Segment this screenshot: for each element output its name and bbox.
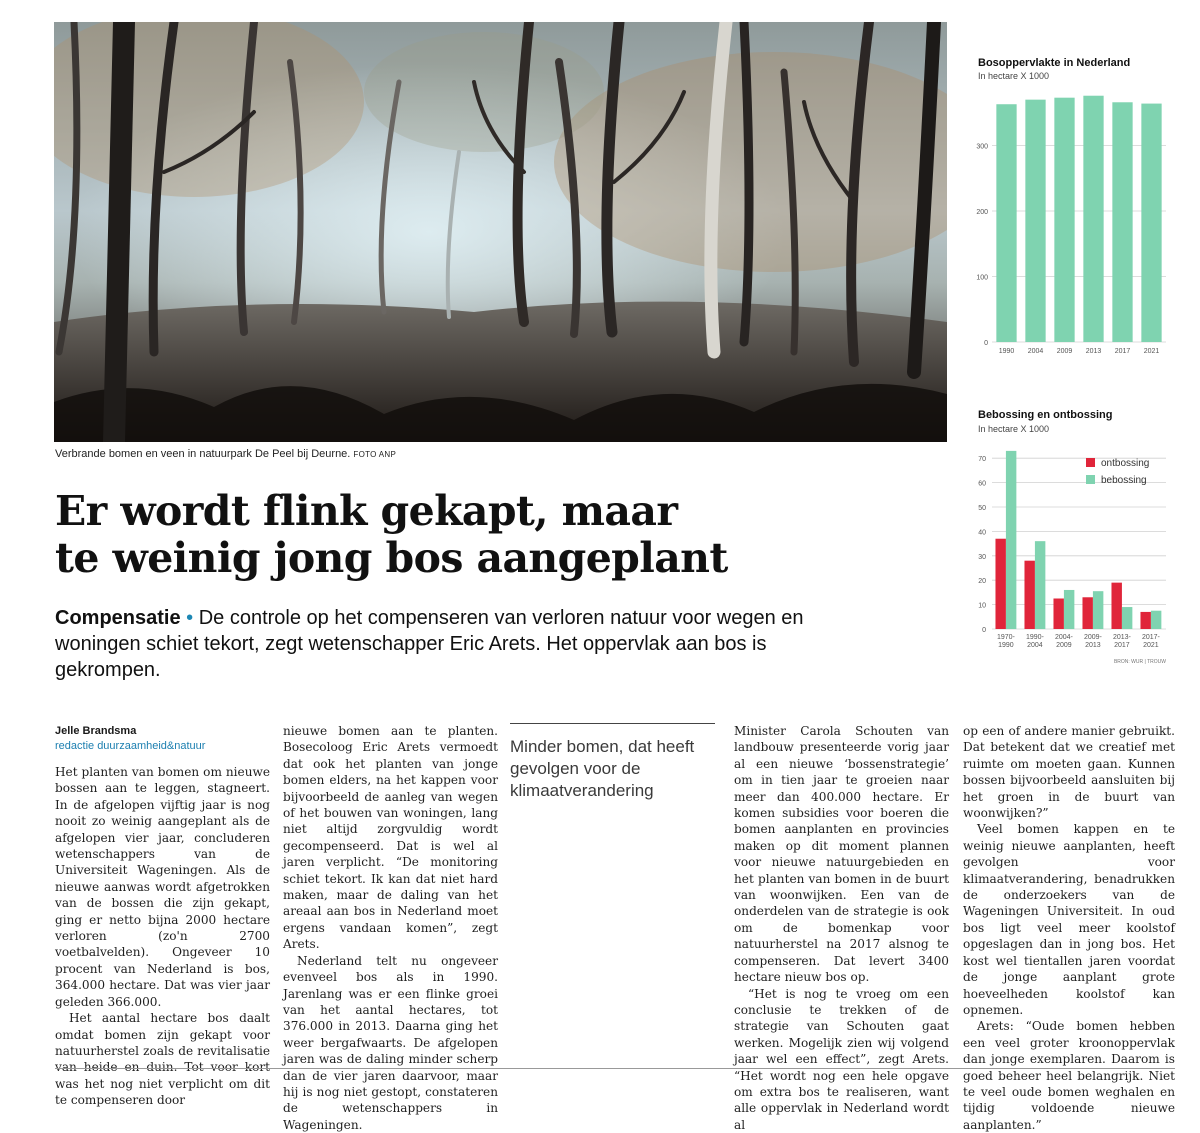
body-column-1 (55, 764, 270, 1109)
paragraph: “Het is nog te vroeg om een conclusie te trekken of de strategie van Schouten gaat werken. Mogelijk zien wij volgend jaar wel een effect”, zegt Arets. “Het wordt nog een hele opgave om extra bos te realiseren, want alle oppervlak in Nederland wordt al (734, 986, 949, 1133)
y-tick-label: 0 (982, 627, 986, 634)
bar-2004 (1025, 100, 1045, 342)
chart-axis-label: In hectare X 1000 (978, 71, 1049, 81)
lead-text: De controle op het compenseren van verloren natuur voor wegen en woningen schiet tekort, zegt wetenschapper Eric Arets. Het oppervlak aan bos is gekrompen. (55, 607, 804, 681)
y-tick-label: 10 (978, 603, 986, 610)
chart-source: BRON: WUR | TROUW (1114, 659, 1166, 665)
bar-ontbossing-2013-2017 (1111, 583, 1121, 629)
body-column-2 (283, 723, 498, 1133)
y-tick-label: 40 (978, 529, 986, 536)
paragraph: Veel bomen kappen en te weinig nieuwe aanplanten, heeft gevolgen voor klimaatverandering, benadrukken de onderzoekers van de Wageningen Universiteit. In oud bos ligt veel meer koolstof opgeslagen dan in jong bos. Het kost wel tientallen jaren voordat de jonge aanplant grote hoeveelheden koolstof kan opnemen. (963, 821, 1175, 1018)
bar-2009 (1054, 98, 1074, 342)
legend-swatch-bebossing (1086, 475, 1095, 484)
x-tick-label: 2017 (1115, 348, 1131, 355)
x-tick-label: 2009-2013 (1084, 634, 1103, 649)
author-desk: redactie duurzaamheid&natuur (55, 739, 205, 754)
y-tick-label: 100 (976, 275, 988, 282)
paragraph: Het aantal hectare bos daalt omdat bomen zijn gekapt voor natuurherstel zoals de revitalisatie van heide en duin. Tot voor kort was het nog niet verplicht om dit te compenseren door (55, 1010, 270, 1108)
bar-bebossing-2017-2021 (1151, 611, 1161, 629)
legend-swatch-ontbossing (1086, 458, 1095, 467)
y-tick-label: 0 (984, 340, 988, 347)
bar-bebossing-2013-2017 (1122, 607, 1132, 629)
x-tick-label: 2021 (1144, 348, 1160, 355)
bar-2021 (1141, 104, 1161, 342)
y-tick-label: 50 (978, 505, 986, 512)
chart-title: Bosoppervlakte in Nederland (978, 57, 1130, 69)
y-tick-label: 70 (978, 456, 986, 463)
bar-ontbossing-2009-2013 (1082, 597, 1092, 629)
headline-line-1: Er wordt flink gekapt, maar (55, 487, 677, 535)
kicker-separator: • (181, 607, 199, 629)
bar-2017 (1112, 102, 1132, 342)
x-tick-label: 2004 (1028, 348, 1044, 355)
bar-2013 (1083, 96, 1103, 342)
headline-line-2: te weinig jong bos aangeplant (55, 534, 728, 582)
photo-caption (55, 448, 396, 460)
y-tick-label: 60 (978, 481, 986, 488)
x-tick-label: 2009 (1057, 348, 1073, 355)
pull-quote: Minder bomen, dat heeft gevolgen voor de klimaatverandering (510, 723, 715, 802)
photo-credit: FOTO ANP (353, 450, 396, 459)
caption-text: Verbrande bomen en veen in natuurpark De Peel bij Deurne. (55, 448, 350, 460)
paragraph: Nederland telt nu ongeveer evenveel bos als in 1990. Jarenlang was er een flinke groei van het aantal hectares, tot 376.000 in 2013. Daarna ging het weer bergafwaarts. De afgelopen jaren was de daling minder scherp dan de vier jaren daarvoor, maar hij is nog niet gestopt, constateren de wetenschappers in Wageningen. (283, 953, 498, 1133)
body-column-4 (734, 723, 949, 1133)
y-tick-label: 30 (978, 554, 986, 561)
y-tick-label: 20 (978, 578, 986, 585)
y-tick-label: 300 (976, 144, 988, 151)
author-name: Jelle Brandsma (55, 724, 205, 739)
bar-bebossing-2004-2009 (1064, 590, 1074, 629)
headline (55, 488, 935, 582)
legend-label-ontbossing: ontbossing (1101, 458, 1149, 469)
paragraph: op een of andere manier gebruikt. Dat betekent dat we creatief met ruimte om moeten gaan. Kunnen bossen bijvoorbeeld aansluiten bij het groen in de buurt van woonwijken?” (963, 723, 1175, 821)
bar-bebossing-1990-2004 (1035, 541, 1045, 629)
afforestation-chart-svg (970, 432, 1170, 672)
legend-label-bebossing: bebossing (1101, 475, 1147, 486)
page-rule (55, 1068, 1175, 1069)
x-tick-label: 1990-2004 (1026, 634, 1045, 649)
bar-1990 (996, 104, 1016, 342)
burned-forest-image (54, 22, 947, 442)
x-tick-label: 2004-2009 (1055, 634, 1074, 649)
x-tick-label: 2013-2017 (1113, 634, 1132, 649)
bar-ontbossing-2017-2021 (1140, 612, 1150, 629)
paragraph: Minister Carola Schouten van landbouw presenteerde vorig jaar al een nieuwe ‘bossenstrategie’ om in tien jaar te groeien naar meer dan 400.000 hectare. Er komen subsidies voor boeren die bomen aanplanten en provincies maken op dit moment plannen voor nieuwe natuurgebieden en het planten van bomen in de buurt van woonwijken. Een van de onderdelen van de strategie is ook om de bomenkap voor natuurherstel na 2017 alsnog te compenseren. Dat levert 3400 hectare nieuw bos op. (734, 723, 949, 986)
body-column-5 (963, 723, 1175, 1133)
bar-bebossing-1970-1990 (1006, 451, 1016, 629)
kicker: Compensatie (55, 607, 181, 629)
x-tick-label: 2017-2021 (1142, 634, 1161, 649)
article-photo (54, 22, 947, 442)
paragraph: nieuwe bomen aan te planten. Bosecoloog Eric Arets vermoedt dat ook het planten van jonge bomen elders, na het kappen voor bijvoorbeeld de aanleg van wegen of het bouwen van woningen, lang niet altijd zorgvuldig wordt gecompenseerd. Dat is wel al jaren verplicht. “De monitoring schiet tekort. Ik kan dat niet hard maken, maar de daling van het areaal aan bos in Nederland moet ergens vandaan komen”, zegt Arets. (283, 723, 498, 953)
forest-area-chart-svg (970, 80, 1170, 370)
x-tick-label: 1990 (999, 348, 1015, 355)
chart-axis-label: In hectare X 1000 (978, 424, 1049, 434)
bar-ontbossing-2004-2009 (1053, 599, 1063, 630)
y-tick-label: 200 (976, 209, 988, 216)
bar-bebossing-2009-2013 (1093, 591, 1103, 629)
byline (55, 724, 205, 754)
x-tick-label: 2013 (1086, 348, 1102, 355)
paragraph: Het planten van bomen om nieuwe bossen aan te leggen, stagneert. In de afgelopen vijftig jaar is nog nooit zo weinig aangeplant als de afgelopen vier jaar, concluderen wetenschappers van de Universiteit Wageningen. Als de nieuwe aanwas wordt afgetrokken van de bossen die zijn gekapt, ging er netto bijna 2000 hectare verloren (zo'n 2700 voetbalvelden). Ongeveer 10 procent van Nederland is bos, 364.000 hectare. Dat was vier jaar geleden 366.000. (55, 764, 270, 1010)
lead-paragraph (55, 605, 875, 683)
bar-ontbossing-1990-2004 (1024, 561, 1034, 629)
bar-ontbossing-1970-1990 (995, 539, 1005, 629)
chart-title: Bebossing en ontbossing (978, 409, 1112, 421)
x-tick-label: 1970-1990 (997, 634, 1016, 649)
paragraph: Arets: “Oude bomen hebben een veel groter kroonoppervlak dan jonge exemplaren. Daarom is goed beheer heel belangrijk. Niet te veel oude bomen weghalen en tijdig voldoende nieuwe aanplanten.” (963, 1018, 1175, 1133)
